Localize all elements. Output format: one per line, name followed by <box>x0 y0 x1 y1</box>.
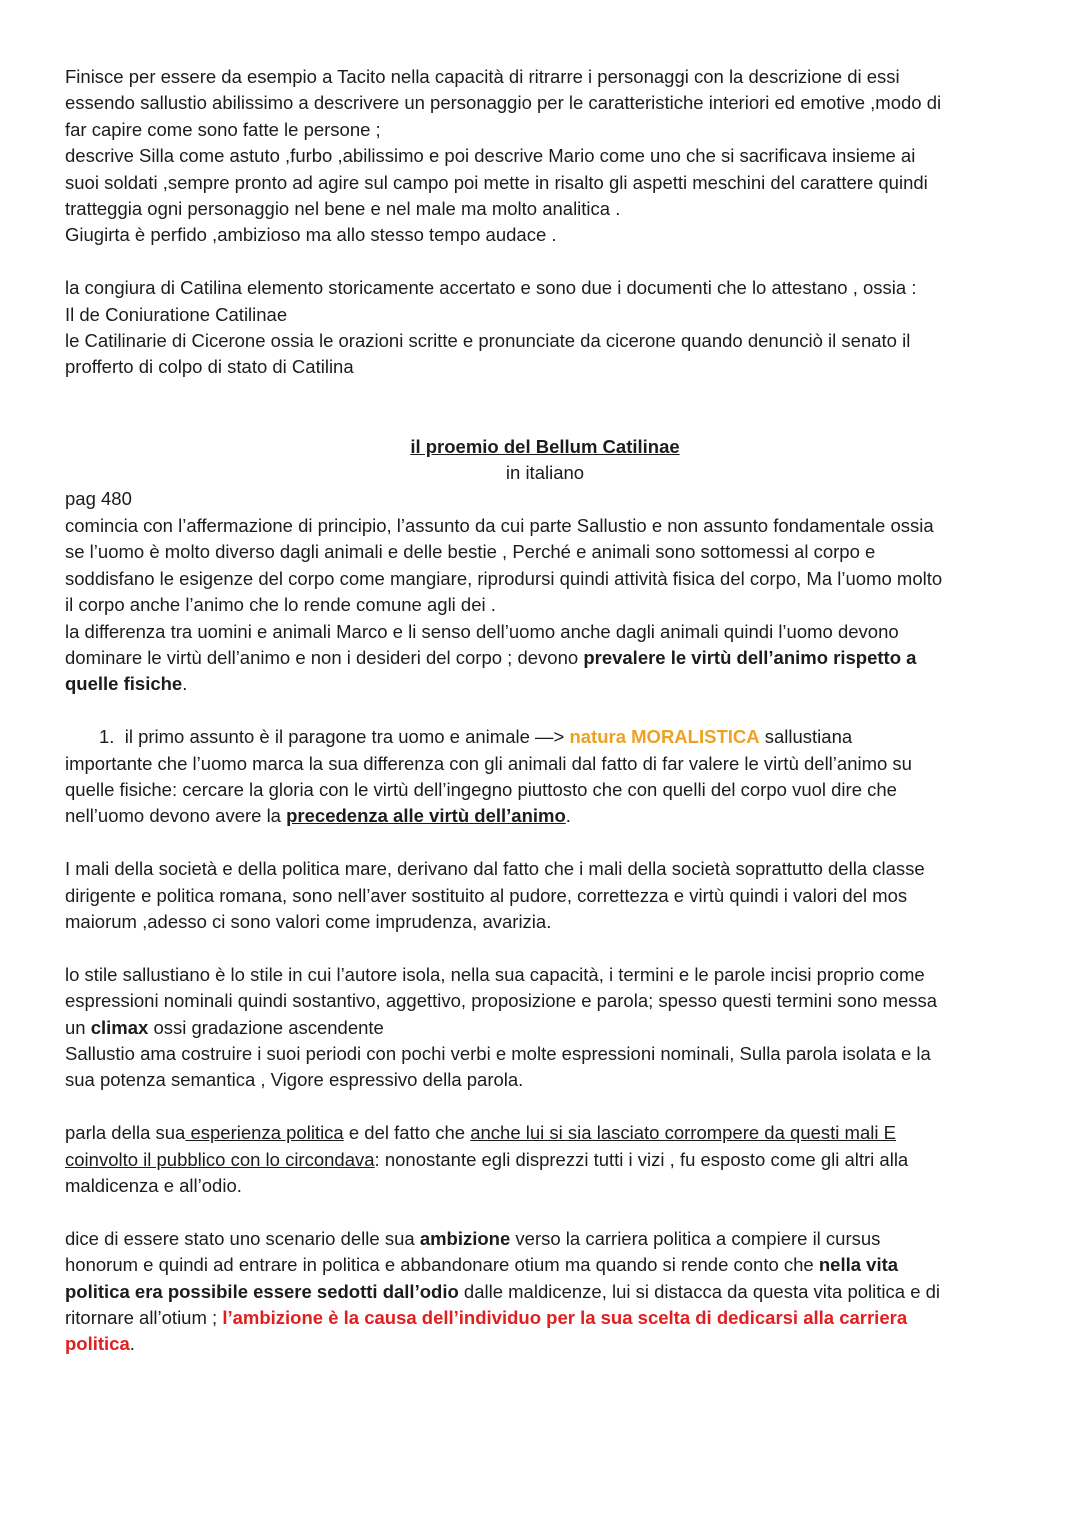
paragraph-proemio <box>65 513 1025 698</box>
text-run: verso la carriera politica a compiere il cursus <box>510 1227 881 1249</box>
text-line <box>65 1279 1025 1305</box>
text-run: sallustiana <box>759 726 853 748</box>
text-line: Finisce per essere da esempio a Tacito nella capacità di ritrarre i personaggi con la descrizione di essi <box>65 66 900 87</box>
text-run: dice di essere stato uno scenario delle sua <box>65 1227 420 1249</box>
bold-text: nella vita <box>818 1254 899 1276</box>
section-subtitle: in italiano <box>505 462 585 484</box>
text-line <box>65 671 1025 697</box>
paragraph-esperienza <box>65 1120 1025 1199</box>
text-line <box>65 1226 1025 1252</box>
text-line: Il de Coniuratione Catilinae <box>65 303 288 325</box>
section-title: il proemio del Bellum Catilinae <box>410 435 680 457</box>
paragraph-ritratti <box>65 64 1025 249</box>
list-number: 1. <box>99 726 115 748</box>
red-bold-text: politica <box>65 1333 130 1355</box>
list-item-first-line <box>65 724 1025 750</box>
text-run: : nonostante egli disprezzi tutti i vizi , fu esposto come gli altri alla <box>374 1148 909 1170</box>
text-run: . <box>565 805 571 827</box>
text-line: quelle fisiche: cercare la gloria con le virtù dell’ingegno piuttosto che con quelli del corpo vuol dire che <box>65 778 897 800</box>
page-reference: pag 480 <box>65 488 132 510</box>
text-line: maldicenza e all’odio. <box>65 1174 242 1196</box>
text-line: descrive Silla come astuto ,furbo ,abilissimo e poi descrive Mario come uno che si sacrificava insieme ai <box>65 145 916 167</box>
text-run: dominare le virtù dell’animo e non i desideri del corpo ; devono <box>65 646 584 668</box>
paragraph-stile <box>65 962 1025 1094</box>
red-bold-text: l’ambizione è la causa dell’individuo per la sua scelta di dedicarsi alla carriera <box>222 1306 908 1328</box>
text-line: profferto di colpo di stato di Catilina <box>65 356 354 378</box>
text-run: . <box>129 1333 135 1355</box>
text-line: le Catilinarie di Cicerone ossia le orazioni scritte e pronunciate da cicerone quando denunciò il senato il <box>65 330 911 352</box>
bold-text: prevalere le virtù dell’animo rispetto a <box>583 646 917 668</box>
text-run: . <box>182 673 188 695</box>
bold-text: quelle fisiche <box>65 673 183 695</box>
text-line <box>65 1331 1025 1357</box>
text-line: espressioni nominali quindi sostantivo, aggettivo, proposizione e parola; spesso questi termini sono messa <box>65 990 938 1012</box>
text-line <box>65 1147 1025 1173</box>
document-page <box>65 64 1025 1358</box>
text-run: e del fatto che <box>343 1122 471 1144</box>
text-line: Sallustio ama costruire i suoi periodi con pochi verbi e molte espressioni nominali, Sulla parola isolata e la <box>65 1042 931 1064</box>
text-run: nell’uomo devono avere la <box>65 805 287 827</box>
text-line <box>65 1120 1025 1146</box>
text-line: il corpo anche l’animo che lo rende comune agli dei . <box>65 594 496 616</box>
text-run: un <box>65 1016 91 1038</box>
text-line: comincia con l’affermazione di principio, l’assunto da cui parte Sallustio e non assunto fondamentale ossia <box>65 514 934 536</box>
text-line <box>65 803 1025 829</box>
text-line: I mali della società e della politica mare, derivano dal fatto che i mali della società soprattutto della classe <box>65 858 925 880</box>
text-line: Giugirta è perfido ,ambizioso ma allo stesso tempo audace . <box>65 224 557 246</box>
text-line: tratteggia ogni personaggio nel bene e nel male ma molto analitica . <box>65 198 621 220</box>
text-run: honorum e quindi ad entrare in politica e abbandonare otium ma quando si rende conto che <box>65 1254 819 1276</box>
text-run: ritornare all’otium ; <box>65 1306 223 1328</box>
highlight-moralistica: natura MORALISTICA <box>569 726 760 748</box>
bold-underlined-text: precedenza alle virtù dell’animo <box>286 805 566 827</box>
underlined-text: coinvolto il pubblico con lo circondava <box>65 1148 375 1170</box>
paragraph-congiura <box>65 275 1025 381</box>
paragraph-mali <box>65 856 1025 935</box>
bold-text: ambizione <box>419 1227 511 1249</box>
underlined-text: esperienza politica <box>185 1122 344 1144</box>
text-line <box>65 1015 1025 1041</box>
text-line: soddisfano le esigenze del corpo come mangiare, riprodursi quindi attività fisica del corpo, Ma l’uomo molto <box>65 567 943 589</box>
text-line: far capire come sono fatte le persone ; <box>65 118 381 140</box>
underlined-text: anche lui si sia lasciato corrompere da questi mali E <box>470 1122 896 1144</box>
text-run: parla della sua <box>65 1122 186 1144</box>
paragraph-ambizione <box>65 1226 1025 1358</box>
text-line: se l’uomo è molto diverso dagli animali e delle bestie , Perché e animali sono sottomessi al corpo e <box>65 541 876 563</box>
bold-text: climax <box>90 1016 149 1038</box>
bold-text: politica era possibile essere sedotti dall’odio <box>65 1280 459 1302</box>
text-line: la congiura di Catilina elemento storicamente accertato e sono due i documenti che lo attestano , ossia : <box>65 277 917 299</box>
text-line <box>65 1305 1025 1331</box>
text-line: la differenza tra uomini e animali Marco e li senso dell’uomo anche dagli animali quindi l’uomo devono <box>65 620 899 642</box>
text-line <box>65 645 1025 671</box>
text-line: dirigente e politica romana, sono nell’aver sostituito al pudore, correttezza e virtù quindi i valori del mos <box>65 884 908 906</box>
text-line <box>65 1252 1025 1278</box>
text-run: il primo assunto è il paragone tra uomo e animale —> <box>124 726 570 748</box>
text-run: dalle maldicenze, lui si distacca da questa vita politica e di <box>458 1280 941 1302</box>
text-run: ossi gradazione ascendente <box>148 1016 384 1038</box>
text-line: sua potenza semantica , Vigore espressivo della parola. <box>65 1069 524 1091</box>
numbered-list-item <box>65 724 1025 830</box>
text-line: lo stile sallustiano è lo stile in cui l’autore isola, nella sua capacità, i termini e le parole incisi proprio come <box>65 963 925 985</box>
text-line: importante che l’uomo marca la sua differenza con gli animali dal fatto di far valere le virtù dell’animo su <box>65 752 912 774</box>
text-line: suoi soldati ,sempre pronto ad agire sul campo poi mette in risalto gli aspetti meschini del carattere quindi <box>65 171 928 193</box>
text-line: maiorum ,adesso ci sono valori come imprudenza, avarizia. <box>65 910 552 932</box>
text-line: essendo sallustio abilissimo a descrivere un personaggio per le caratteristiche interiori ed emotive ,modo di <box>65 92 942 114</box>
